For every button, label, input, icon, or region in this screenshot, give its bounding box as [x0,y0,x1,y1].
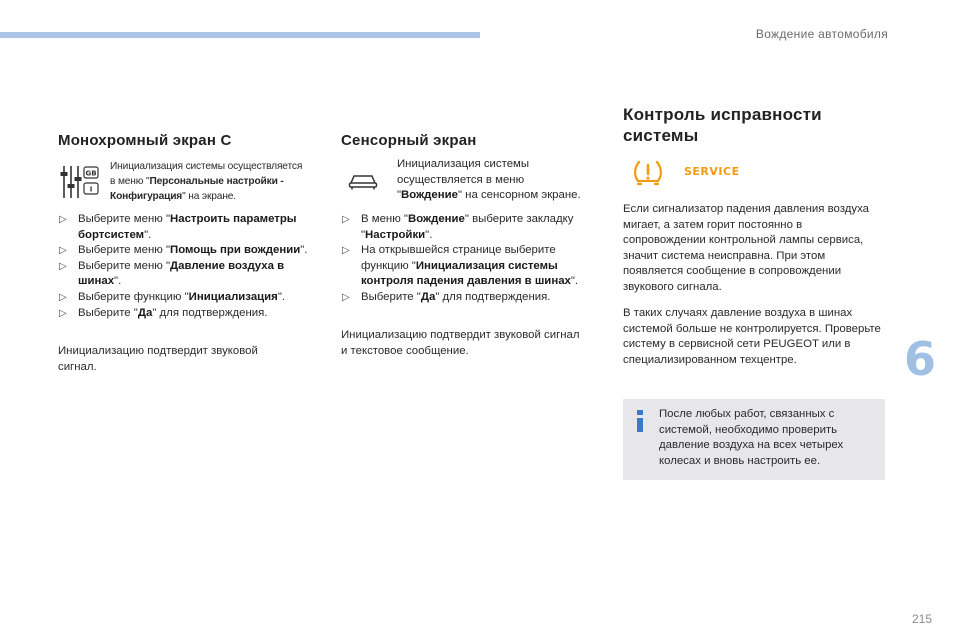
touchscreen-steps-list [341,212,603,306]
info-note-text: После любых работ, связанных с системой, необходимо проверить давление воздуха на всех четырех колесах и вновь настроить ее. [659,408,844,467]
list-item [58,259,316,290]
monochrome-conclusion: Инициализацию подтвердит звуковой сигнал. [58,345,258,373]
note-text: " на сенсорном экране. [457,189,581,202]
monochrome-steps-list [58,212,316,321]
monochrome-title: Монохромный экран С [58,132,232,149]
step-menu-name: Настроить параметры бортсистем [78,213,297,241]
step-text: Выберите меню " [78,213,171,225]
step-menu-name: Инициализация системы контроля падения давления в шинах [361,259,571,288]
list-item [58,212,316,243]
info-note-box [623,399,885,480]
step-text: ". [114,275,122,288]
note-text: осуществляется в меню [397,173,525,186]
monochrome-menu-note [110,159,324,204]
step-text: ". [300,244,308,257]
note-menu-name: Персональные настройки - [149,176,284,187]
arrow-bullet-icon: ▷ [342,245,350,257]
arrow-bullet-icon: ▷ [59,260,67,272]
step-menu-name: Настройки [365,228,426,241]
system-check-title [623,104,822,146]
svg-text:GB: GB [85,169,97,178]
step-text: Выберите функцию " [78,290,189,303]
step-text: В меню " [361,213,408,225]
step-text: " для подтверждения. [152,306,268,319]
title-line: Контроль исправности [623,105,822,124]
list-item [341,243,603,290]
note-text: Инициализация системы [397,158,530,170]
note-text: в меню " [110,176,150,187]
step-text: " для подтверждения. [435,290,551,303]
step-text: ". [570,275,579,288]
tire-pressure-warning-icon [632,157,664,187]
info-icon [635,410,645,432]
note-text: Инициализация системы осуществляется [110,161,303,172]
list-item [58,306,316,322]
step-text: ". [144,228,152,241]
touchscreen-menu-note: Инициализация системы осуществляется в меню "Вождение" на сенсорном экране. [397,158,581,202]
arrow-bullet-icon: ▷ [59,307,67,319]
step-text: Выберите " [361,290,421,303]
service-warning-label: SERVICE [684,165,740,178]
step-menu-name: Да [137,306,153,319]
step-text: Выберите меню " [78,259,171,272]
list-item [58,243,316,259]
step-text: ". [425,228,433,241]
arrow-bullet-icon: ▷ [59,291,67,303]
arrow-bullet-icon: ▷ [342,214,350,225]
chapter-number: 6 [904,332,937,386]
list-item [58,290,316,306]
section-title: Вождение автомобиля [755,27,888,41]
header-accent-bar [0,32,480,38]
note-menu-name: Конфигурация [110,191,183,202]
touchscreen-title: Сенсорный экран [341,132,477,149]
step-text: Выберите меню " [78,244,171,257]
arrow-bullet-icon: ▷ [59,214,67,225]
note-menu-name: Вождение [401,189,458,202]
note-text: " на экране. [182,191,236,202]
car-icon [347,171,379,191]
step-menu-name: Давление воздуха в шинах [78,259,285,288]
arrow-bullet-icon: ▷ [342,291,350,303]
system-fault-paragraph: Если сигнализатор падения давления воздуха мигает, а затем горит постоянно в сопровождении контрольной лампы сервиса, значит система неисправна. При этом появляется сообщение в сопровождении звукового сигнала. [623,203,869,293]
title-line: системы [623,126,699,145]
page-number: 215 [911,612,932,626]
touchscreen-conclusion: Инициализацию подтвердит звуковой сигнал и текстовое сообщение. [341,329,580,357]
step-text: ". [277,290,286,303]
step-menu-name: Помощь при вождении [170,244,301,257]
step-menu-name: Да [420,290,436,303]
system-check-paragraph: В таких случаях давление воздуха в шинах системой больше не контролируется. Проверьте систему в сервисной сети PEUGEOT или в специализированном техцентре. [623,307,881,366]
step-text: Выберите " [78,306,138,319]
list-item [341,212,603,243]
settings-sliders-icon [58,160,100,202]
arrow-bullet-icon: ▷ [59,245,67,257]
step-text: " выберите закладку " [361,213,574,241]
step-menu-name: Инициализация [188,290,278,303]
step-menu-name: Вождение [407,213,465,225]
list-item [341,290,603,306]
step-text: На открывшейся странице выберите функцию " [361,244,556,272]
svg-text:I: I [89,185,93,194]
